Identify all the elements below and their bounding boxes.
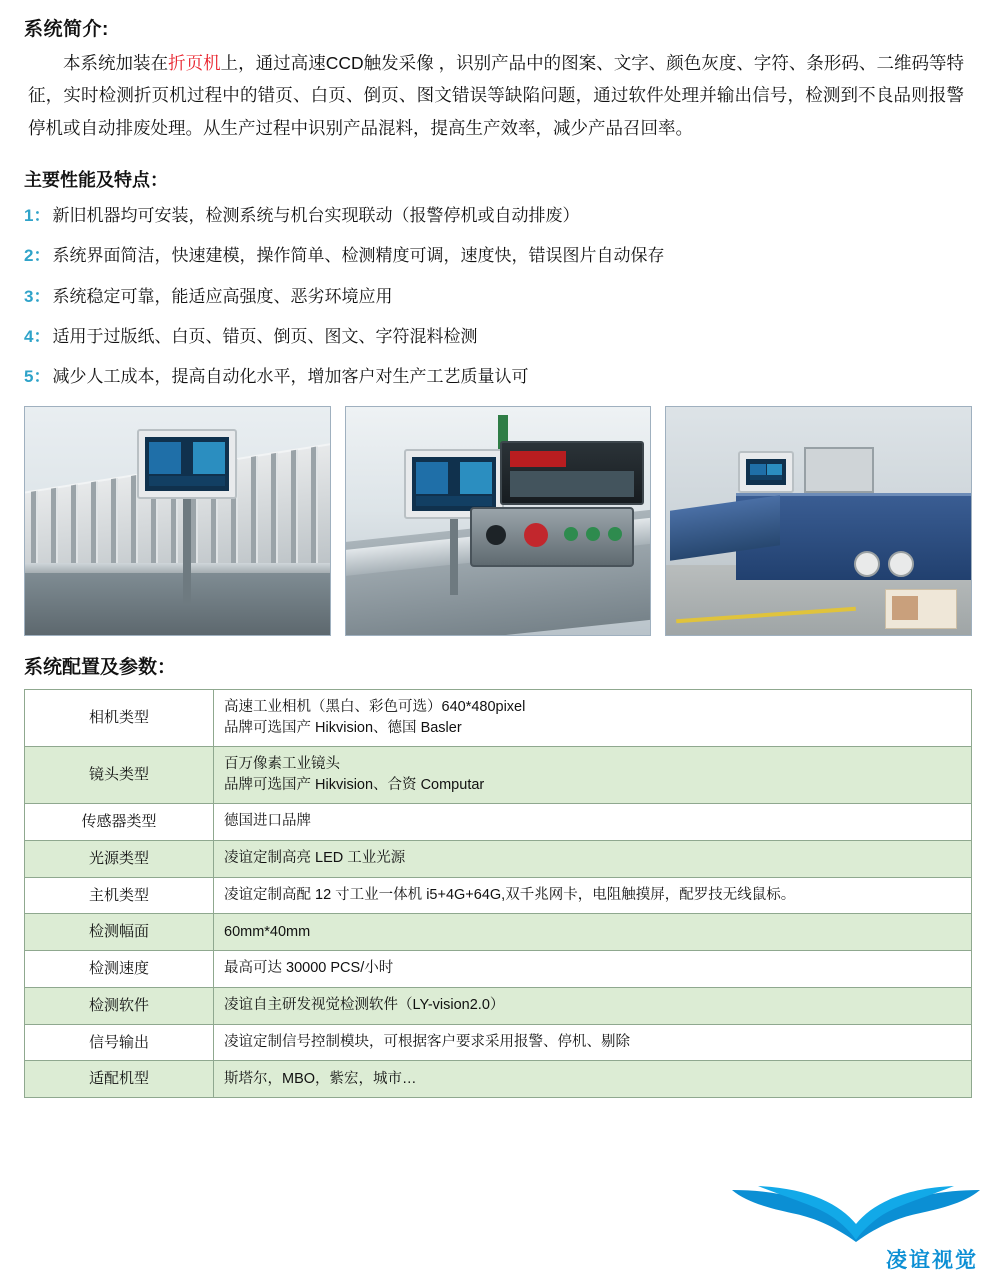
config-value: [214, 690, 972, 747]
config-label: 相机类型: [25, 690, 214, 747]
config-value: 斯塔尔，MBO，紫宏，城市…: [214, 1061, 972, 1098]
product-photo-control-panel: [345, 406, 652, 636]
table-row: [25, 840, 972, 877]
intro-highlight: 折页机: [168, 53, 221, 73]
photo-gallery: [24, 406, 972, 636]
config-value: 德国进口品牌: [214, 804, 972, 841]
config-label: 检测速度: [25, 951, 214, 988]
feature-number: 2：: [24, 246, 51, 266]
config-value: 凌谊定制高亮 LED 工业光源: [214, 840, 972, 877]
feature-number: 5：: [24, 366, 51, 386]
config-label: 传感器类型: [25, 804, 214, 841]
photo-monitor-screen: [145, 437, 229, 491]
table-row: [25, 951, 972, 988]
intro-text-part1: 本系统加装在: [63, 53, 169, 73]
config-label: 主机类型: [25, 877, 214, 914]
config-value-line2: 品牌可选国产 Hikvision、德国 Basler: [224, 720, 462, 737]
intro-text-part2: 上，通过高速CCD触发采像 ，识别产品中的图案、文字、颜色灰度、字符、条形码、二维码等特征，实时检测折页机过程中的错页、白页、倒页、图文错误等缺陷问题，通过软件处理并输出信号，检测到不良品则报警停机或自动排废处理。从生产过程中识别产品混料，提高生产效率，减少产品召回率。: [28, 53, 965, 138]
feature-number: 3：: [24, 286, 51, 306]
photo-inspection-monitor: [738, 451, 794, 493]
table-row: [25, 747, 972, 804]
feature-item-4: [24, 323, 972, 350]
photo-control-cabinet: [804, 447, 874, 493]
config-label: 信号输出: [25, 1024, 214, 1061]
config-value-line2: 品牌可选国产 Hikvision、合资 Computar: [224, 777, 485, 794]
feature-item-2: [24, 242, 972, 269]
photo-monitor-screen: [746, 459, 786, 485]
photo-monitor-screen: [412, 457, 496, 511]
product-photo-full-machine: [665, 406, 972, 636]
table-row: [25, 877, 972, 914]
config-value: 凌谊自主研发视觉检测软件（LY-vision2.0）: [214, 987, 972, 1024]
features-heading: 主要性能及特点：: [24, 170, 168, 191]
feature-text: 新旧机器均可安装，检测系统与机台实现联动（报警停机或自动排废）: [52, 206, 580, 226]
config-label: 光源类型: [25, 840, 214, 877]
feature-item-3: [24, 283, 972, 310]
photo-operator-console: [500, 441, 644, 505]
table-row: [25, 1024, 972, 1061]
photo-monitor-pole: [450, 515, 458, 595]
table-row: [25, 1061, 972, 1098]
config-label: 检测幅面: [25, 914, 214, 951]
photo-printed-samples: [885, 589, 957, 629]
photo-base: [24, 573, 331, 635]
config-value: 最高可达 30000 PCS/小时: [214, 951, 972, 988]
table-row: [25, 804, 972, 841]
company-logo: [728, 1184, 986, 1276]
config-value: 60mm*40mm: [214, 914, 972, 951]
config-value: 凌谊定制高配 12 寸工业一体机 i5+4G+64G,双千兆网卡，电阻触摸屏，配罗技无线鼠标。: [214, 877, 972, 914]
feature-number: 1：: [24, 206, 51, 226]
config-value: 凌谊定制信号控制模块，可根据客户要求采用报警、停机、剔除: [214, 1024, 972, 1061]
wings-icon: [728, 1184, 986, 1244]
table-row: [25, 987, 972, 1024]
logo-text: 凌谊视觉: [886, 1249, 978, 1272]
config-table: [24, 689, 972, 1098]
intro-paragraph: [24, 47, 972, 144]
feature-item-1: [24, 202, 972, 229]
feature-number: 4：: [24, 326, 51, 346]
config-label: 适配机型: [25, 1061, 214, 1098]
photo-button-panel: [470, 507, 634, 567]
config-label: 检测软件: [25, 987, 214, 1024]
config-label: 镜头类型: [25, 747, 214, 804]
feature-text: 系统界面简洁，快速建模，操作简单、检测精度可调，速度快，错误图片自动保存: [52, 246, 665, 266]
photo-monitor-pole: [183, 495, 191, 605]
feature-text: 适用于过版纸、白页、错页、倒页、图文、字符混料检测: [52, 326, 478, 346]
config-value-line1: 高速工业相机（黑白、彩色可选）640*480pixel: [224, 699, 526, 716]
feature-text: 减少人工成本，提高自动化水平，增加客户对生产工艺质量认可: [52, 366, 529, 386]
feature-item-5: [24, 363, 972, 390]
config-value-line1: 百万像素工业镜头: [224, 756, 340, 773]
table-row: [25, 914, 972, 951]
table-row: [25, 690, 972, 747]
photo-inspection-monitor: [137, 429, 237, 499]
config-heading: 系统配置及参数：: [24, 657, 177, 679]
feature-text: 系统稳定可靠，能适应高强度、恶劣环境应用: [52, 286, 393, 306]
config-value: [214, 747, 972, 804]
product-photo-folding-machine-feeder: [24, 406, 331, 636]
intro-heading: 系统简介:: [24, 19, 109, 40]
